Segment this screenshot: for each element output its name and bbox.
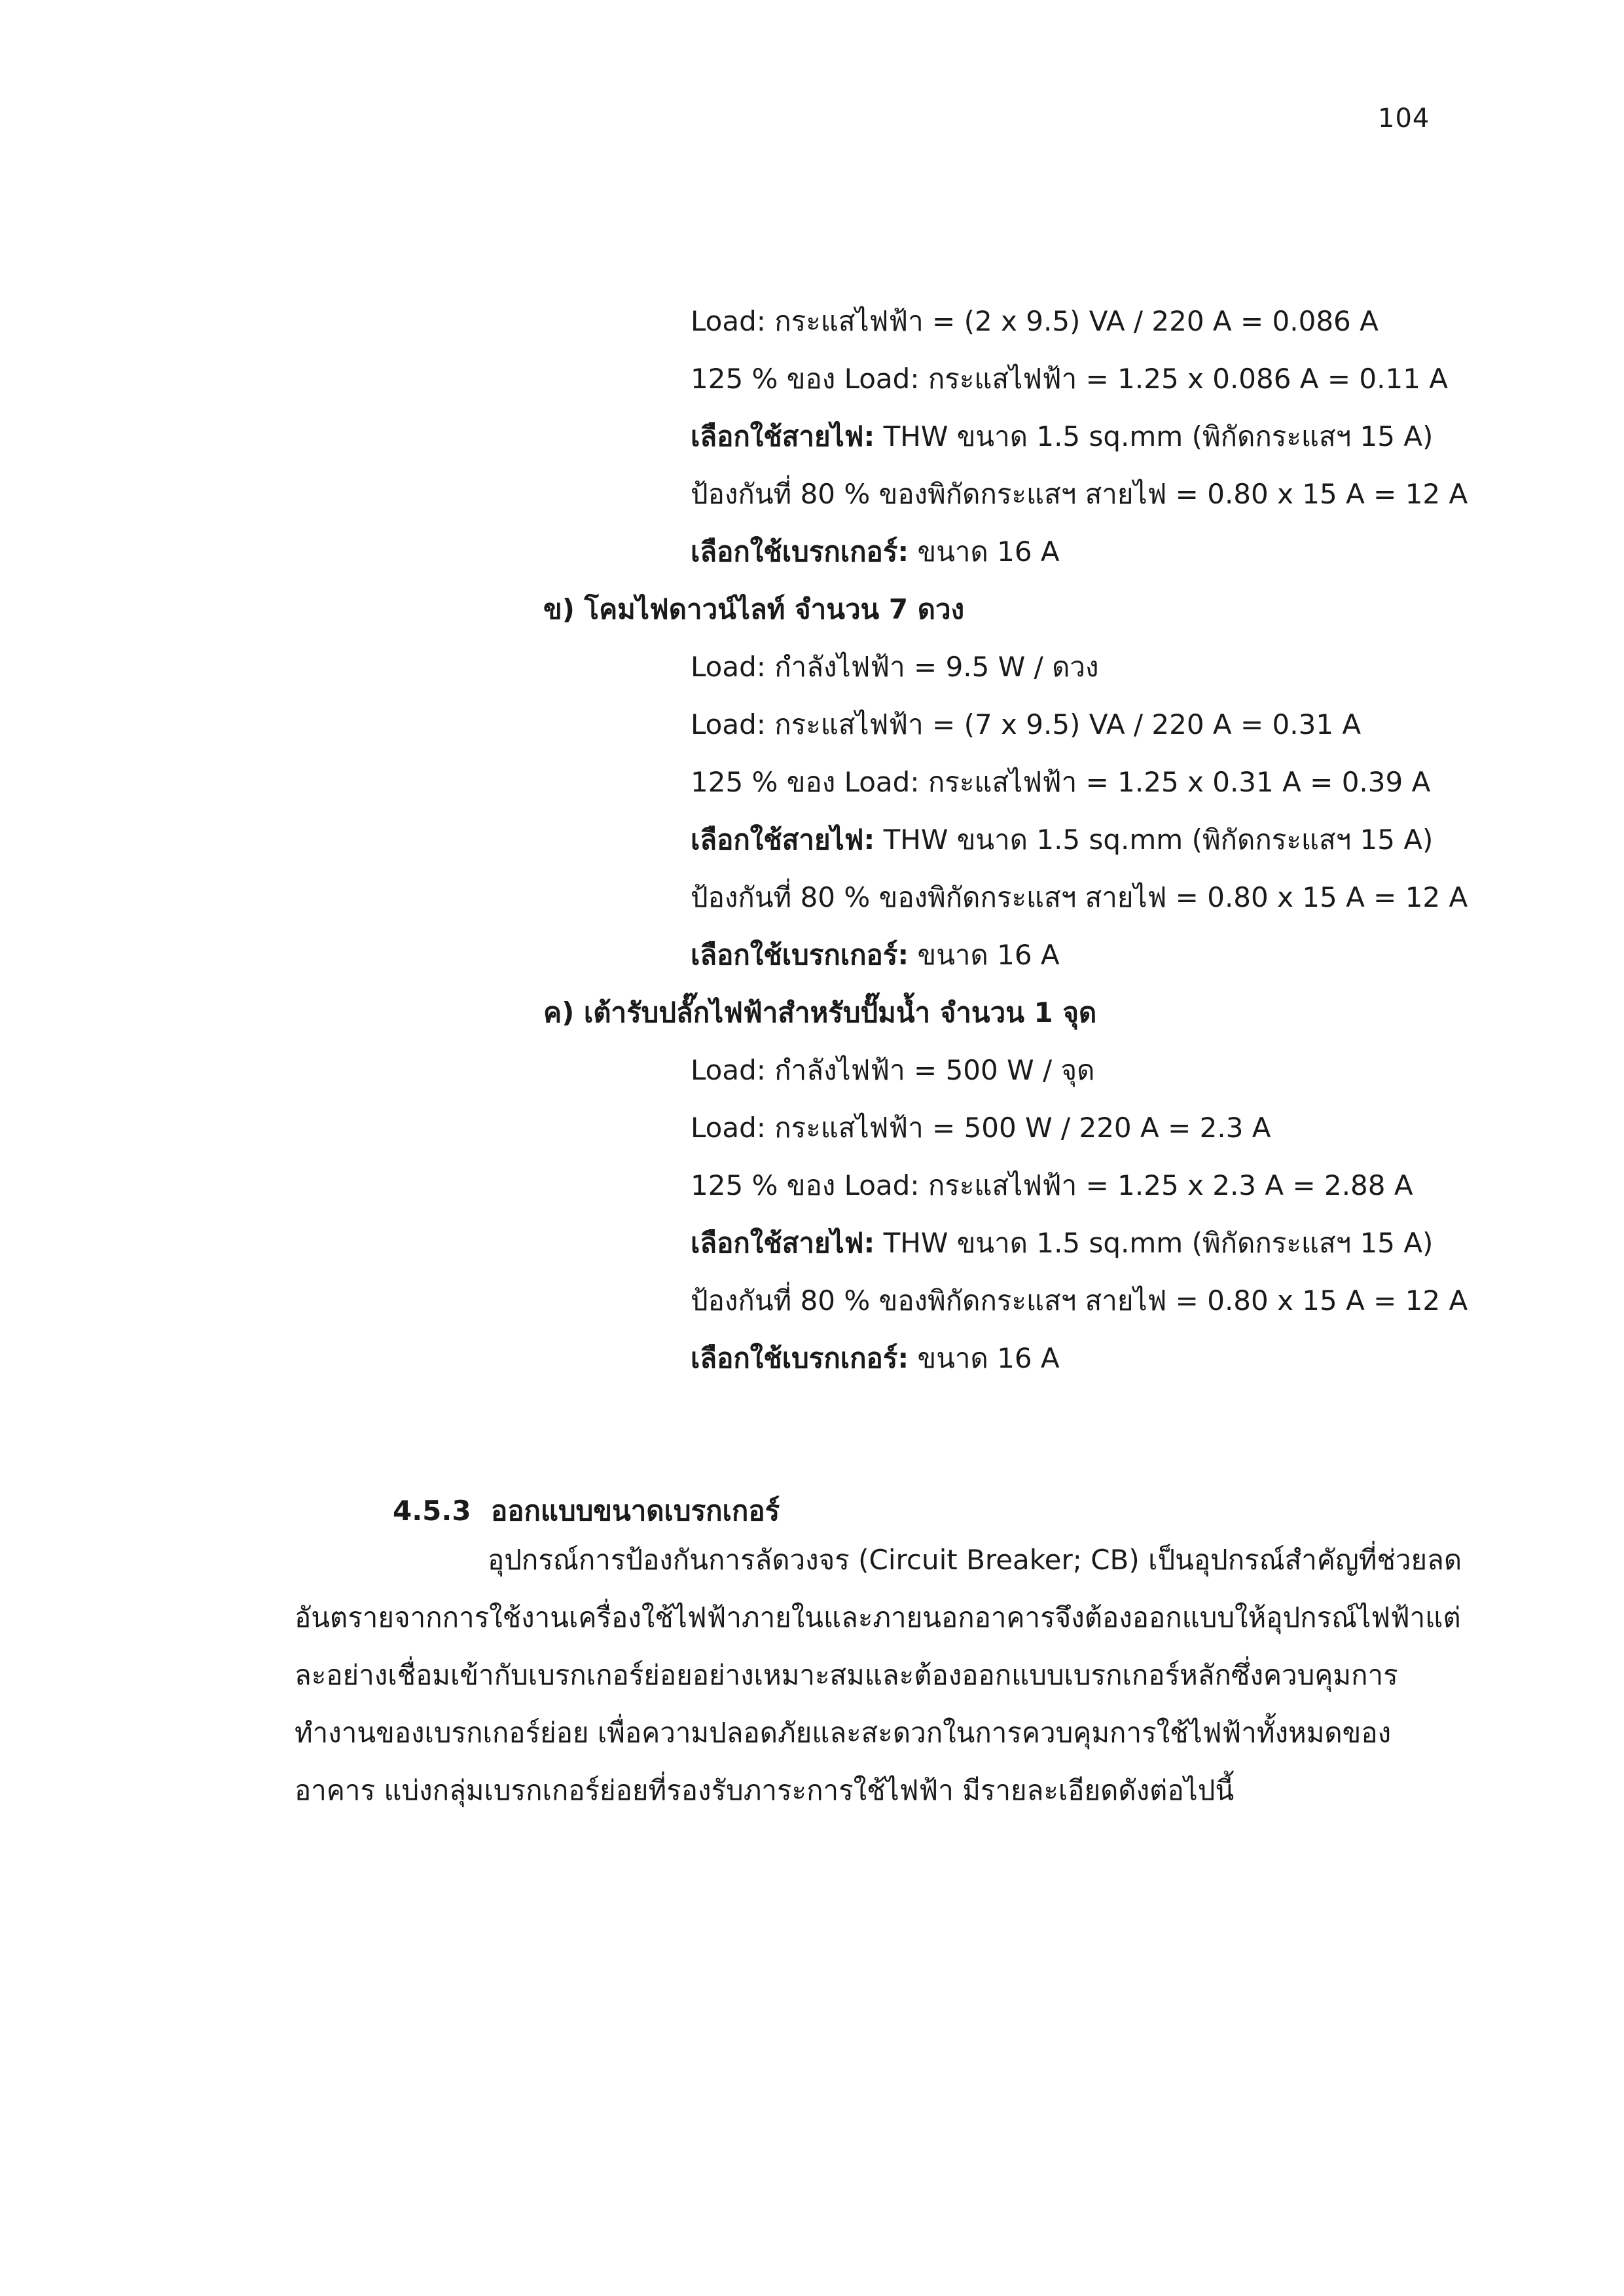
breaker-label: เลือกใช้เบรกเกอร์:	[691, 939, 909, 971]
section-number: 4.5.3	[393, 1495, 471, 1527]
wire-label: เลือกใช้สายไฟ:	[691, 420, 875, 452]
wire-value: THW ขนาด 1.5 sq.mm (พิกัดกระแสฯ 15 A)	[875, 1227, 1434, 1259]
paragraph-line: อาคาร แบ่งกลุ่มเบรกเกอร์ย่อยที่รองรับภาระการใช้ไฟฟ้า มีรายละเอียดดังต่อไปนี้	[295, 1774, 1235, 1806]
breaker-value: ขนาด 16 A	[909, 1342, 1060, 1374]
load-current-line: Load: กระแสไฟฟ้า = 500 W / 220 A = 2.3 A	[691, 1112, 1271, 1144]
section-b-heading: ข) โคมไฟดาวน์ไลท์ จำนวน 7 ดวง	[543, 593, 965, 625]
paragraph-line: ละอย่างเชื่อมเข้ากับเบรกเกอร์ย่อยอย่างเหมาะสมและต้องออกแบบเบรกเกอร์หลักซึ่งควบคุมการ	[295, 1659, 1398, 1691]
breaker-value: ขนาด 16 A	[909, 939, 1060, 971]
paragraph-line: อันตรายจากการใช้งานเครื่องใช้ไฟฟ้าภายในและภายนอกอาคารจึงต้องออกแบบให้อุปกรณ์ไฟฟ้าแต่	[295, 1601, 1461, 1633]
wire-selection-line	[691, 1227, 1434, 1259]
load-power-line: Load: กำลังไฟฟ้า = 500 W / จุด	[691, 1054, 1095, 1086]
load-current-line: Load: กระแสไฟฟ้า = (7 x 9.5) VA / 220 A = 0.31 A	[691, 708, 1362, 740]
breaker-label: เลือกใช้เบรกเกอร์:	[691, 1342, 909, 1374]
paragraph-line: ทำงานของเบรกเกอร์ย่อย เพื่อความปลอดภัยและสะดวกในการควบคุมการใช้ไฟฟ้าทั้งหมดของ	[295, 1717, 1392, 1749]
breaker-label: เลือกใช้เบรกเกอร์:	[691, 536, 909, 568]
section-heading	[393, 1489, 780, 1533]
load-125-line: 125 % ของ Load: กระแสไฟฟ้า = 1.25 x 0.086 A = 0.11 A	[691, 363, 1449, 395]
wire-label: เลือกใช้สายไฟ:	[691, 1227, 875, 1259]
wire-label: เลือกใช้สายไฟ:	[691, 824, 875, 856]
load-125-line: 125 % ของ Load: กระแสไฟฟ้า = 1.25 x 2.3 A = 2.88 A	[691, 1169, 1413, 1201]
wire-selection-line	[691, 420, 1434, 452]
protection-line: ป้องกันที่ 80 % ของพิกัดกระแสฯ สายไฟ = 0.80 x 15 A = 12 A	[691, 881, 1468, 913]
load-power-line: Load: กำลังไฟฟ้า = 9.5 W / ดวง	[691, 651, 1099, 683]
protection-line: ป้องกันที่ 80 % ของพิกัดกระแสฯ สายไฟ = 0.80 x 15 A = 12 A	[691, 1285, 1468, 1317]
breaker-selection-line	[691, 941, 1060, 969]
section-title: ออกแบบขนาดเบรกเกอร์	[491, 1495, 780, 1527]
section-c-heading: ค) เต้ารับปลั๊กไฟฟ้าสำหรับปั๊มน้ำ จำนวน 1 จุด	[543, 996, 1097, 1029]
wire-value: THW ขนาด 1.5 sq.mm (พิกัดกระแสฯ 15 A)	[875, 824, 1434, 856]
page-number: 104	[1378, 103, 1430, 134]
breaker-selection-line	[691, 1342, 1060, 1374]
wire-selection-line	[691, 826, 1433, 854]
paragraph-line: อุปกรณ์การป้องกันการลัดวงจร (Circuit Breaker; CB) เป็นอุปกรณ์สำคัญที่ช่วยลด	[488, 1544, 1462, 1576]
breaker-value: ขนาด 16 A	[909, 536, 1060, 568]
load-current-line: Load: กระแสไฟฟ้า = (2 x 9.5) VA / 220 A = 0.086 A	[691, 305, 1379, 337]
protection-line: ป้องกันที่ 80 % ของพิกัดกระแสฯ สายไฟ = 0.80 x 15 A = 12 A	[691, 478, 1468, 510]
wire-value: THW ขนาด 1.5 sq.mm (พิกัดกระแสฯ 15 A)	[875, 420, 1434, 452]
breaker-selection-line	[691, 538, 1060, 566]
load-125-line: 125 % ของ Load: กระแสไฟฟ้า = 1.25 x 0.31 A = 0.39 A	[691, 766, 1431, 798]
